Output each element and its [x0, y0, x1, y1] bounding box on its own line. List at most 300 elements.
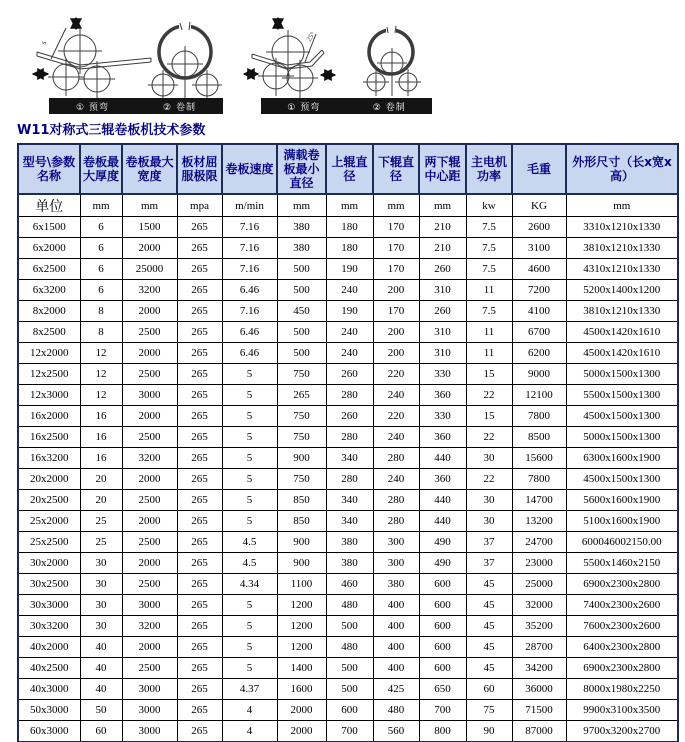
prebend-diagram-left: [33, 18, 222, 100]
unit-cell: mm: [122, 194, 177, 217]
prebend-diagram-right: [244, 18, 421, 98]
value-cell: 220: [373, 406, 419, 427]
spec-row: [18, 490, 678, 511]
value-cell: 900: [277, 553, 326, 574]
value-cell: 360: [419, 385, 466, 406]
value-cell: 440: [419, 511, 466, 532]
unit-cell: mm: [566, 194, 678, 217]
value-cell: 5000x1500x1300: [566, 364, 678, 385]
value-cell: 1400: [277, 658, 326, 679]
value-cell: 5: [222, 490, 277, 511]
value-cell: 22: [466, 385, 512, 406]
value-cell: 23000: [512, 553, 566, 574]
value-cell: 28700: [512, 637, 566, 658]
value-cell: 2500: [122, 490, 177, 511]
spec-row: [18, 385, 678, 406]
value-cell: 7.5: [466, 238, 512, 259]
value-cell: 2500: [122, 322, 177, 343]
value-cell: 4: [222, 700, 277, 721]
value-cell: 265: [177, 406, 222, 427]
value-cell: 6.46: [222, 280, 277, 301]
value-cell: 1100: [277, 574, 326, 595]
value-cell: 5: [222, 469, 277, 490]
unit-cell: mm: [277, 194, 326, 217]
value-cell: 2500: [122, 364, 177, 385]
value-cell: 16: [80, 448, 122, 469]
units-row: [18, 194, 678, 217]
model-cell: 16x3200: [18, 448, 80, 469]
value-cell: 240: [326, 322, 373, 343]
value-cell: 2000: [122, 343, 177, 364]
value-cell: 3000: [122, 721, 177, 742]
spec-row: [18, 721, 678, 742]
value-cell: 340: [326, 448, 373, 469]
value-cell: 2000: [122, 406, 177, 427]
value-cell: 265: [177, 217, 222, 238]
value-cell: 480: [326, 595, 373, 616]
model-cell: 25x2500: [18, 532, 80, 553]
column-header: 卷板速度: [222, 144, 277, 194]
value-cell: 260: [419, 301, 466, 322]
value-cell: 5: [222, 427, 277, 448]
diagram-caption-bar-left: [49, 98, 223, 114]
model-cell: 30x3000: [18, 595, 80, 616]
value-cell: 380: [326, 532, 373, 553]
value-cell: 6200: [512, 343, 566, 364]
model-cell: 30x3200: [18, 616, 80, 637]
value-cell: 240: [373, 385, 419, 406]
value-cell: 2500: [122, 427, 177, 448]
value-cell: 380: [326, 553, 373, 574]
value-cell: 265: [277, 385, 326, 406]
value-cell: 265: [177, 532, 222, 553]
value-cell: 265: [177, 448, 222, 469]
value-cell: 265: [177, 511, 222, 532]
model-cell: 6x3200: [18, 280, 80, 301]
value-cell: 90: [466, 721, 512, 742]
value-cell: 2000: [122, 469, 177, 490]
value-cell: 210: [419, 217, 466, 238]
value-cell: 9900x3100x3500: [566, 700, 678, 721]
unit-cell: kw: [466, 194, 512, 217]
value-cell: 900: [277, 448, 326, 469]
value-cell: 2000: [122, 511, 177, 532]
model-cell: 25x2000: [18, 511, 80, 532]
value-cell: 450: [277, 301, 326, 322]
column-header: 两下辊中心距: [419, 144, 466, 194]
thickness-label: s: [38, 39, 49, 46]
value-cell: 265: [177, 637, 222, 658]
value-cell: 34200: [512, 658, 566, 679]
value-cell: 4.37: [222, 679, 277, 700]
value-cell: 7.5: [466, 217, 512, 238]
value-cell: 25000: [512, 574, 566, 595]
value-cell: 4.5: [222, 532, 277, 553]
value-cell: 5: [222, 637, 277, 658]
value-cell: 200: [373, 322, 419, 343]
value-cell: 5: [222, 511, 277, 532]
value-cell: 265: [177, 427, 222, 448]
value-cell: 265: [177, 301, 222, 322]
value-cell: 260: [419, 259, 466, 280]
value-cell: 3810x1210x1330: [566, 301, 678, 322]
value-cell: 3200: [122, 448, 177, 469]
model-cell: 6x2500: [18, 259, 80, 280]
value-cell: 265: [177, 364, 222, 385]
value-cell: 45: [466, 595, 512, 616]
value-cell: 500: [277, 343, 326, 364]
model-cell: 8x2500: [18, 322, 80, 343]
value-cell: 9700x3200x2700: [566, 721, 678, 742]
value-cell: 30: [466, 490, 512, 511]
column-header: 型号\参数名称: [18, 144, 80, 194]
value-cell: 265: [177, 721, 222, 742]
value-cell: 16: [80, 406, 122, 427]
value-cell: 3100: [512, 238, 566, 259]
value-cell: 700: [326, 721, 373, 742]
value-cell: 45: [466, 616, 512, 637]
spec-table: [17, 143, 679, 742]
value-cell: 1500: [122, 217, 177, 238]
value-cell: 750: [277, 427, 326, 448]
model-cell: 40x3000: [18, 679, 80, 700]
value-cell: 3200: [122, 616, 177, 637]
value-cell: 480: [326, 637, 373, 658]
value-cell: 330: [419, 406, 466, 427]
value-cell: 3810x1210x1330: [566, 238, 678, 259]
value-cell: 12: [80, 364, 122, 385]
value-cell: 3000: [122, 700, 177, 721]
spec-row: [18, 301, 678, 322]
value-cell: 7.16: [222, 238, 277, 259]
unit-cell: mm: [373, 194, 419, 217]
spec-row: [18, 616, 678, 637]
model-cell: 8x2000: [18, 301, 80, 322]
value-cell: 7.5: [466, 259, 512, 280]
value-cell: 3000: [122, 595, 177, 616]
value-cell: 36000: [512, 679, 566, 700]
spec-row: [18, 574, 678, 595]
unit-cell: KG: [512, 194, 566, 217]
value-cell: 490: [419, 532, 466, 553]
value-cell: 280: [326, 469, 373, 490]
value-cell: 240: [373, 427, 419, 448]
spec-row: [18, 595, 678, 616]
spec-row: [18, 700, 678, 721]
value-cell: 7.16: [222, 217, 277, 238]
value-cell: 440: [419, 490, 466, 511]
value-cell: 5: [222, 595, 277, 616]
value-cell: 265: [177, 322, 222, 343]
value-cell: 37: [466, 553, 512, 574]
value-cell: 5200x1400x1200: [566, 280, 678, 301]
value-cell: 240: [326, 280, 373, 301]
spec-row: [18, 637, 678, 658]
value-cell: 11: [466, 322, 512, 343]
value-cell: 310: [419, 322, 466, 343]
model-cell: 16x2500: [18, 427, 80, 448]
value-cell: 265: [177, 700, 222, 721]
value-cell: 4100: [512, 301, 566, 322]
value-cell: 265: [177, 616, 222, 637]
value-cell: 440: [419, 448, 466, 469]
spec-row: [18, 553, 678, 574]
bend-angle-label: 25°: [304, 30, 317, 44]
value-cell: 30: [80, 553, 122, 574]
spec-row: [18, 343, 678, 364]
column-header: 外形尺寸（长x宽x高）: [566, 144, 678, 194]
value-cell: 500: [277, 280, 326, 301]
value-cell: 340: [326, 511, 373, 532]
spec-row: [18, 280, 678, 301]
value-cell: 6: [80, 238, 122, 259]
model-cell: 40x2000: [18, 637, 80, 658]
value-cell: 6300x1600x1900: [566, 448, 678, 469]
column-header: 下辊直径: [373, 144, 419, 194]
value-cell: 280: [373, 448, 419, 469]
value-cell: 8: [80, 301, 122, 322]
value-cell: 8500: [512, 427, 566, 448]
value-cell: 600: [326, 700, 373, 721]
value-cell: 480: [373, 700, 419, 721]
spec-row: [18, 532, 678, 553]
value-cell: 260: [326, 364, 373, 385]
value-cell: 11: [466, 280, 512, 301]
value-cell: 2600: [512, 217, 566, 238]
value-cell: 190: [326, 301, 373, 322]
value-cell: 45: [466, 637, 512, 658]
value-cell: 5000x1500x1300: [566, 427, 678, 448]
value-cell: 5: [222, 616, 277, 637]
value-cell: 3200: [122, 280, 177, 301]
value-cell: 30: [80, 574, 122, 595]
value-cell: 265: [177, 238, 222, 259]
value-cell: 2000: [122, 637, 177, 658]
value-cell: 650: [419, 679, 466, 700]
value-cell: 200: [373, 280, 419, 301]
value-cell: 7.5: [466, 301, 512, 322]
value-cell: 180: [326, 238, 373, 259]
column-header: 上辊直径: [326, 144, 373, 194]
value-cell: 4310x1210x1330: [566, 259, 678, 280]
unit-cell: mm: [419, 194, 466, 217]
model-cell: 40x2500: [18, 658, 80, 679]
column-header: 满载卷板最小直径: [277, 144, 326, 194]
value-cell: 280: [373, 490, 419, 511]
value-cell: 170: [373, 301, 419, 322]
value-cell: 280: [373, 511, 419, 532]
value-cell: 6900x2300x2800: [566, 574, 678, 595]
value-cell: 265: [177, 490, 222, 511]
spec-row: [18, 259, 678, 280]
value-cell: 750: [277, 469, 326, 490]
value-cell: 3000: [122, 679, 177, 700]
value-cell: 7400x2300x2600: [566, 595, 678, 616]
value-cell: 20: [80, 490, 122, 511]
value-cell: 2000: [122, 553, 177, 574]
caption-prebend-right: ① 预弯: [287, 102, 321, 113]
model-cell: 16x2000: [18, 406, 80, 427]
value-cell: 12: [80, 343, 122, 364]
value-cell: 400: [373, 637, 419, 658]
unit-cell: mpa: [177, 194, 222, 217]
value-cell: 75: [466, 700, 512, 721]
value-cell: 24700: [512, 532, 566, 553]
spec-row: [18, 322, 678, 343]
value-cell: 40: [80, 658, 122, 679]
value-cell: 380: [373, 574, 419, 595]
value-cell: 340: [326, 490, 373, 511]
value-cell: 220: [373, 364, 419, 385]
page-title: W11对称式三辊卷板机技术参数: [17, 123, 206, 138]
value-cell: 850: [277, 490, 326, 511]
value-cell: 170: [373, 217, 419, 238]
value-cell: 600: [419, 574, 466, 595]
value-cell: 380: [277, 217, 326, 238]
value-cell: 500: [326, 658, 373, 679]
model-cell: 50x3000: [18, 700, 80, 721]
value-cell: 6.46: [222, 343, 277, 364]
value-cell: 240: [373, 469, 419, 490]
value-cell: 265: [177, 595, 222, 616]
value-cell: 170: [373, 259, 419, 280]
model-cell: 60x3000: [18, 721, 80, 742]
value-cell: 2000: [277, 700, 326, 721]
value-cell: 60: [80, 721, 122, 742]
value-cell: 30: [80, 595, 122, 616]
value-cell: 500: [326, 616, 373, 637]
value-cell: 15: [466, 364, 512, 385]
value-cell: 180: [326, 217, 373, 238]
value-cell: 700: [419, 700, 466, 721]
caption-roll-left: ② 卷制: [163, 102, 196, 113]
value-cell: 265: [177, 343, 222, 364]
spec-row: [18, 217, 678, 238]
value-cell: 7800: [512, 469, 566, 490]
value-cell: 87000: [512, 721, 566, 742]
value-cell: 600: [419, 637, 466, 658]
value-cell: 4: [222, 721, 277, 742]
value-cell: 170: [373, 238, 419, 259]
value-cell: 380: [277, 238, 326, 259]
value-cell: 9000: [512, 364, 566, 385]
value-cell: 50: [80, 700, 122, 721]
value-cell: 7.16: [222, 301, 277, 322]
value-cell: 280: [326, 385, 373, 406]
value-cell: 300: [373, 532, 419, 553]
spec-row: [18, 679, 678, 700]
value-cell: 8000x1980x2250: [566, 679, 678, 700]
value-cell: 800: [419, 721, 466, 742]
value-cell: 400: [373, 616, 419, 637]
unit-cell: mm: [326, 194, 373, 217]
value-cell: 40: [80, 679, 122, 700]
value-cell: 7200: [512, 280, 566, 301]
value-cell: 5500x1460x2150: [566, 553, 678, 574]
value-cell: 8: [80, 322, 122, 343]
value-cell: 600046002150.00: [566, 532, 678, 553]
spec-row: [18, 238, 678, 259]
value-cell: 14700: [512, 490, 566, 511]
value-cell: 13200: [512, 511, 566, 532]
value-cell: 25000: [122, 259, 177, 280]
value-cell: 12: [80, 385, 122, 406]
value-cell: 6900x2300x2800: [566, 658, 678, 679]
value-cell: 2500: [122, 658, 177, 679]
value-cell: 310: [419, 343, 466, 364]
spec-row: [18, 406, 678, 427]
spec-row: [18, 427, 678, 448]
spec-row: [18, 658, 678, 679]
value-cell: 360: [419, 469, 466, 490]
caption-prebend-left: ① 预弯: [76, 102, 109, 113]
value-cell: 6: [80, 259, 122, 280]
value-cell: 5: [222, 658, 277, 679]
value-cell: 600: [419, 595, 466, 616]
value-cell: 265: [177, 280, 222, 301]
value-cell: 25: [80, 511, 122, 532]
value-cell: 7.16: [222, 259, 277, 280]
column-header: 卷板最大厚度: [80, 144, 122, 194]
model-cell: 12x2000: [18, 343, 80, 364]
diagram-caption-bar-right: [261, 98, 432, 114]
value-cell: 190: [326, 259, 373, 280]
model-cell: 30x2000: [18, 553, 80, 574]
value-cell: 16: [80, 427, 122, 448]
value-cell: 1200: [277, 637, 326, 658]
value-cell: 750: [277, 364, 326, 385]
value-cell: 500: [277, 259, 326, 280]
value-cell: 4500x1500x1300: [566, 469, 678, 490]
spec-row: [18, 511, 678, 532]
value-cell: 35200: [512, 616, 566, 637]
value-cell: 240: [326, 343, 373, 364]
units-label-cell: 单位: [18, 194, 80, 217]
value-cell: 2500: [122, 532, 177, 553]
value-cell: 22: [466, 469, 512, 490]
model-cell: 12x2500: [18, 364, 80, 385]
value-cell: 6400x2300x2800: [566, 637, 678, 658]
value-cell: 210: [419, 238, 466, 259]
value-cell: 20: [80, 469, 122, 490]
model-cell: 12x3000: [18, 385, 80, 406]
header-row: [18, 144, 678, 194]
spec-row: [18, 448, 678, 469]
value-cell: 4.34: [222, 574, 277, 595]
value-cell: 265: [177, 259, 222, 280]
value-cell: 460: [326, 574, 373, 595]
value-cell: 265: [177, 658, 222, 679]
spec-row: [18, 364, 678, 385]
value-cell: 25: [80, 532, 122, 553]
model-cell: 30x2500: [18, 574, 80, 595]
value-cell: 1600: [277, 679, 326, 700]
value-cell: 400: [373, 658, 419, 679]
value-cell: 5: [222, 385, 277, 406]
value-cell: 71500: [512, 700, 566, 721]
value-cell: 60: [466, 679, 512, 700]
value-cell: 6700: [512, 322, 566, 343]
value-cell: 4600: [512, 259, 566, 280]
value-cell: 4500x1420x1610: [566, 322, 678, 343]
value-cell: 265: [177, 553, 222, 574]
value-cell: 5: [222, 406, 277, 427]
value-cell: 310: [419, 280, 466, 301]
value-cell: 1200: [277, 595, 326, 616]
value-cell: 6: [80, 280, 122, 301]
value-cell: 500: [277, 322, 326, 343]
value-cell: 12100: [512, 385, 566, 406]
